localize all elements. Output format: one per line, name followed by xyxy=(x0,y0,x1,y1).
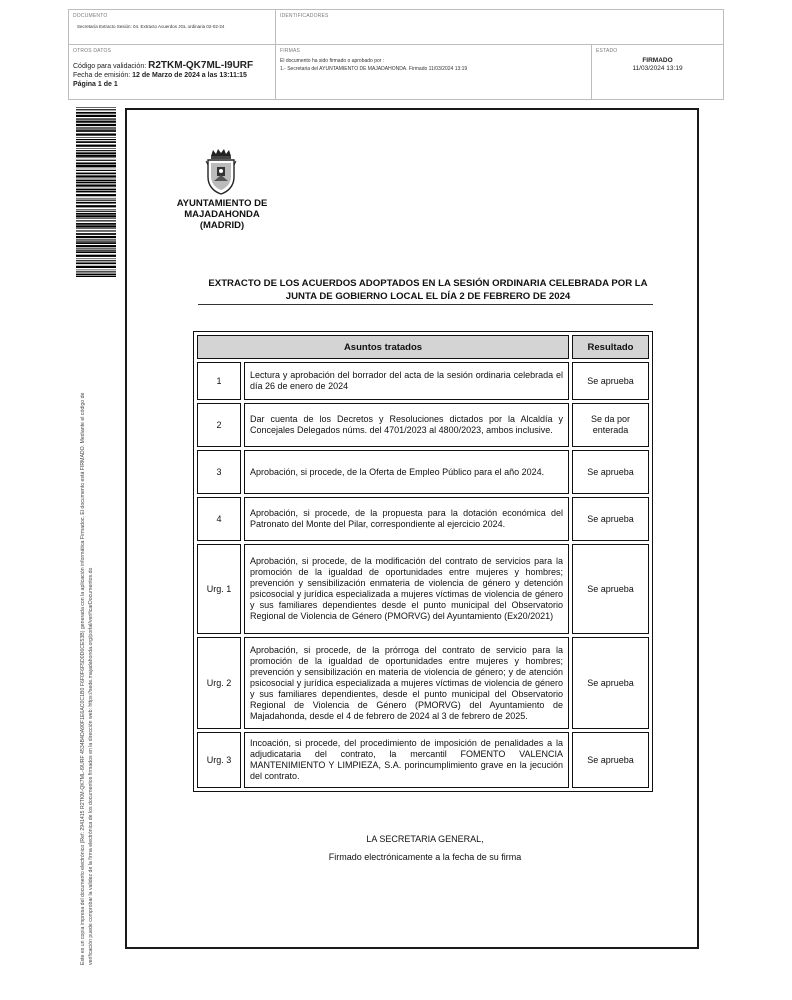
row-number: 2 xyxy=(197,403,241,447)
row-result: Se aprueba xyxy=(572,362,649,400)
signature-title: LA SECRETARIA GENERAL, xyxy=(366,834,484,844)
row-number: 3 xyxy=(197,450,241,494)
firmas-label: FIRMAS xyxy=(280,48,301,54)
row-description: Aprobación, si procede, de la propuesta para la dotación económica del Patronato del Monte del Pilar, correspondiente al ejercicio 2024. xyxy=(244,497,569,541)
documento-label: DOCUMENTO xyxy=(73,13,108,19)
row-description: Aprobación, si procede, de la Oferta de Empleo Público para el año 2024. xyxy=(244,450,569,494)
row-result: Se da por enterada xyxy=(572,403,649,447)
row-number: Urg. 3 xyxy=(197,732,241,788)
table-row xyxy=(197,732,649,788)
header-resultado: Resultado xyxy=(572,335,649,359)
validation-code: R2TKM-QK7ML-I9URF xyxy=(148,60,254,71)
row-description: Aprobación, si procede, de la prórroga del contrato de servicio para la promoción de la igualdad de oportunidades entre mujeres y hombres; prevención y sensibilización en materia de violencia de género; y de atención psicosocial y jurídica especializada a mujeres víctimas de violencia de género y sus familiares dependientes, desde el punto municipal del Observatorio Regional de Violencia de Género (PMORVG) del Ayuntamiento de Majadahonda, desde el 4 de febrero de 2024 al 3 de febrero de 2025. xyxy=(244,637,569,729)
institution-line-1: AYUNTAMIENTO DE xyxy=(176,198,268,209)
institution-line-2: MAJADAHONDA xyxy=(184,209,260,220)
documento-box xyxy=(68,9,276,45)
row-description: Aprobación, si procede, de la modificación del contrato de servicios para la promoción de la igualdad de oportunidades entre mujeres y hombres; prevención y sensibilización enmateria de violencia de género y detención psicosocial y jurídica especializada a mujeres víctimas de violencia de género y sus familiares dependientes desde el punto municipal del Observatorio Regional de Violencia de Género (PMORVG) del Ayuntamiento (Ex20/2021) xyxy=(244,544,569,634)
table-row xyxy=(197,403,649,447)
emision-prefix: Fecha de emisión: xyxy=(73,72,131,79)
document-title xyxy=(198,277,658,303)
page-count: Página 1 de 1 xyxy=(73,81,118,88)
agenda-table xyxy=(193,331,653,792)
side-note-line-2: verificación puede comprobar la validez de la firma electrónica de los documentos firmados en la dirección web: https://sede.majadahonda.org/portal/verificarDocumentos.do xyxy=(87,567,94,965)
firmas-line-1: El documento ha sido firmado o aprobado por : xyxy=(280,58,385,64)
otros-datos-label: OTROS DATOS xyxy=(73,48,112,54)
identificadores-box xyxy=(275,9,724,45)
coat-of-arms-icon xyxy=(202,147,240,195)
row-description: Incoación, si procede, del procedimiento de imposición de penalidades a la adjudicataria del contrato, la mercantil FOMENTO VALENCIA MANTENIMIENTO Y LIMPIEZA, S.A. porincumplimiento grave en la jecución del contrato. xyxy=(244,732,569,788)
estado-date: 11/03/2024 13:19 xyxy=(632,65,683,72)
validation-prefix: Código para validación: xyxy=(73,63,147,70)
table-row xyxy=(197,544,649,634)
row-result: Se aprueba xyxy=(572,450,649,494)
title-line-1: EXTRACTO DE LOS ACUERDOS ADOPTADOS EN LA SESIÓN ORDINARIA CELEBRADA POR LA xyxy=(208,278,648,289)
estado-box xyxy=(591,44,724,100)
firmas-box xyxy=(275,44,592,100)
table-row xyxy=(197,362,649,400)
title-line-2: JUNTA DE GOBIERNO LOCAL EL DÍA 2 DE FEBRERO DE 2024 xyxy=(285,291,571,302)
table-row xyxy=(197,450,649,494)
signature-note: Firmado electrónicamente a la fecha de su firma xyxy=(328,852,522,862)
estado-value: FIRMADO xyxy=(642,57,673,64)
estado-label: ESTADO xyxy=(596,48,618,54)
table-row xyxy=(197,637,649,729)
documento-value: Secretaría Extracto Sesión: 04. Extracto Acuerdos JGL ordinaria 02-02-24 xyxy=(77,24,225,29)
institution-name xyxy=(170,198,274,231)
otros-datos-box xyxy=(68,44,276,100)
table-header-row xyxy=(197,335,649,359)
institution-line-3: (MADRID) xyxy=(199,220,245,231)
row-result: Se aprueba xyxy=(572,732,649,788)
row-result: Se aprueba xyxy=(572,497,649,541)
row-result: Se aprueba xyxy=(572,544,649,634)
table-row xyxy=(197,497,649,541)
verification-side-note xyxy=(80,305,95,965)
row-number: Urg. 2 xyxy=(197,637,241,729)
barcode-image xyxy=(76,107,116,277)
row-number: 1 xyxy=(197,362,241,400)
side-note-line-1: Este es un copia impresa del documento electrónico (Ref: 2941415 R2TKM-QK7ML-I9URF 4534B4DA90F1E6AC0C1B0 F6F0F6F5D0D6CE53B) generada con la aplicación informática Firmadoc. El documento está FIRMADO. Mediante el código de xyxy=(80,392,86,965)
row-result: Se aprueba xyxy=(572,637,649,729)
row-description: Dar cuenta de los Decretos y Resoluciones dictados por la Alcaldía y Concejales Delegados núms. del 4701/2023 al 4800/2023, ambos inclusive. xyxy=(244,403,569,447)
identificadores-label: IDENTIFICADORES xyxy=(280,13,329,19)
row-number: 4 xyxy=(197,497,241,541)
title-divider xyxy=(198,304,653,305)
emision-date: 12 de Marzo de 2024 a las 13:11:15 xyxy=(132,72,247,79)
firmas-line-2: 1.- Secretaria del AYUNTAMIENTO DE MAJADAHONDA. Firmado 11/03/2024 13:19 xyxy=(280,66,468,72)
signature-block xyxy=(280,830,570,866)
row-number: Urg. 1 xyxy=(197,544,241,634)
header-asuntos: Asuntos tratados xyxy=(197,335,569,359)
row-description: Lectura y aprobación del borrador del acta de la sesión ordinaria celebrada el día 26 de enero de 2024 xyxy=(244,362,569,400)
